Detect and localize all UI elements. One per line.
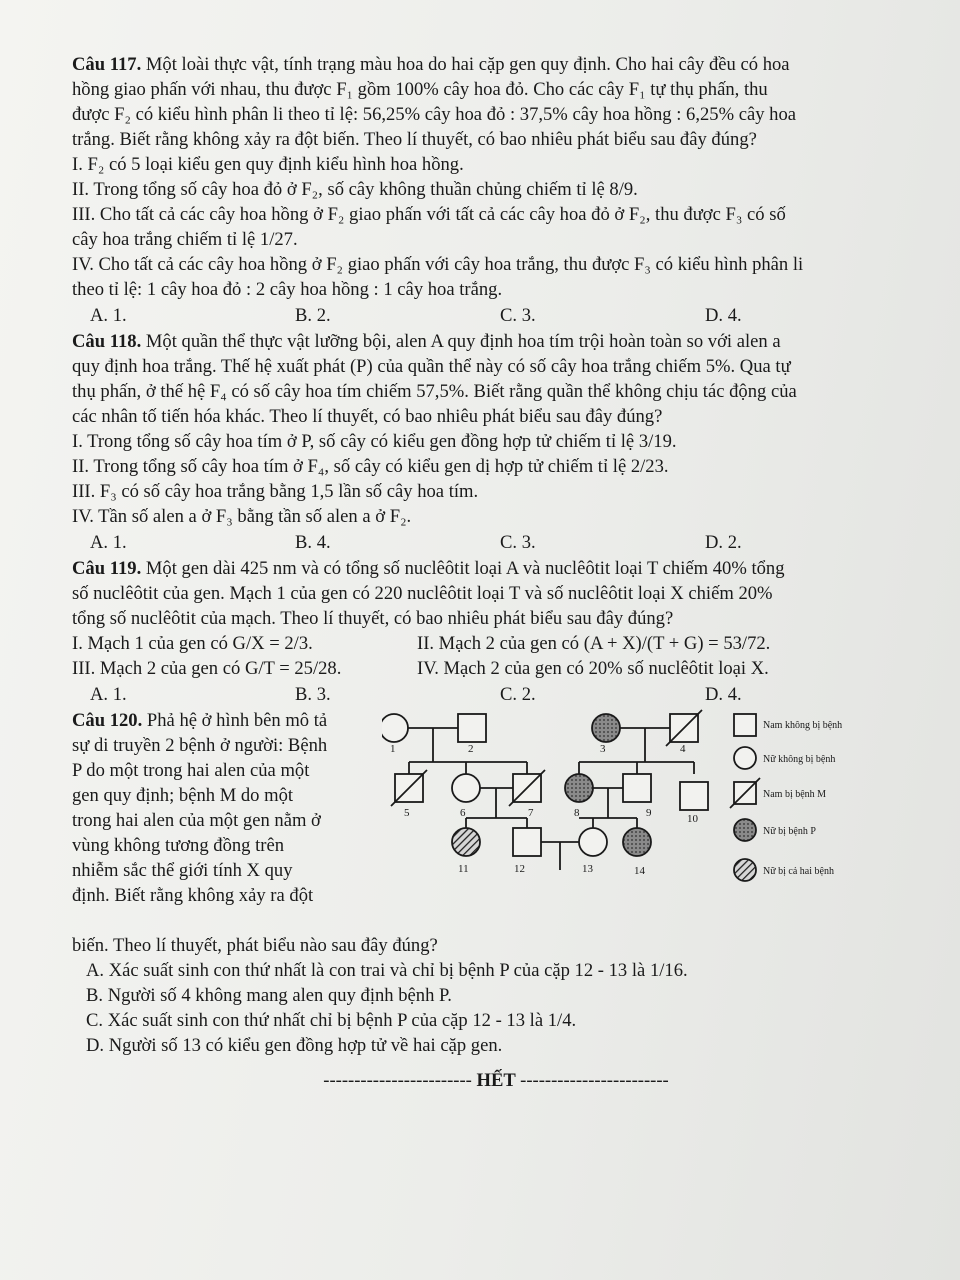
end-dashes-left: ------------------------ <box>323 1070 472 1091</box>
individual-1 <box>382 714 408 742</box>
statement: III. Mạch 2 của gen có G/T = 25/28. <box>72 658 342 679</box>
question-stem-line: P do một trong hai alen của một <box>72 760 310 781</box>
label-12: 12 <box>514 863 525 875</box>
statement: cây hoa trắng chiếm tỉ lệ 1/27. <box>72 229 298 250</box>
question-stem-line: được F₂ có kiểu hình phân li theo tỉ lệ: 56,25% cây hoa đỏ : 37,5% cây hoa hồng : 6,25% cây hoa <box>72 104 797 125</box>
end-dashes-right: ------------------------ <box>520 1070 669 1091</box>
question-stem-line: tổng số nuclêôtit của mạch. Theo lí thuyết, có bao nhiêu phát biểu sau đây đúng? <box>72 608 674 629</box>
individual-8 <box>565 774 593 802</box>
question-stem-line: Một quần thể thực vật lưỡng bội, alen A quy định hoa tím trội hoàn toàn so với alen a <box>145 331 781 352</box>
option-c[interactable]: C. 3. <box>500 305 536 326</box>
option-d[interactable]: D. 2. <box>705 532 742 553</box>
label-5: 5 <box>404 807 410 819</box>
option-d[interactable]: D. 4. <box>705 305 742 326</box>
label-13: 13 <box>582 863 593 875</box>
individual-9 <box>623 774 651 802</box>
answer-options <box>72 530 830 555</box>
individual-10 <box>680 782 708 810</box>
individual-14 <box>623 828 651 856</box>
option-b[interactable]: B. 4. <box>295 532 331 553</box>
question-119 <box>72 556 920 707</box>
question-stem-line: quy định hoa trắng. Thế hệ xuất phát (P) của quần thể này có số cây hoa trắng chiếm 5%. Qua tự <box>72 356 791 377</box>
question-stem-line: thụ phấn, ở thế hệ F₄ có số cây hoa tím chiếm 57,5%. Biết rằng quần thể không chịu tác động của <box>72 381 797 402</box>
option-a[interactable]: A. Xác suất sinh con thứ nhất là con trai và chỉ bị bệnh P của cặp 12 - 13 là 1/16. <box>86 960 688 981</box>
statement: III. Cho tất cả các cây hoa hồng ở F₂ giao phấn với tất cả các cây hoa đỏ ở F₂, thu được F₃ có số <box>72 204 786 225</box>
label-9: 9 <box>646 807 652 819</box>
question-stem-line: định. Biết rằng không xảy ra đột <box>72 885 314 906</box>
individual-12 <box>513 828 541 856</box>
legend-label: Nam bị bệnh M <box>763 789 827 800</box>
question-stem-line: gen quy định; bệnh M do một <box>72 785 294 806</box>
statement: theo tỉ lệ: 1 cây hoa đỏ : 2 cây hoa hồng : 1 cây hoa trắng. <box>72 279 503 300</box>
question-stem-line: Một loài thực vật, tính trạng màu hoa do hai cặp gen quy định. Cho hai cây đều có hoa <box>145 54 790 75</box>
question-stem-line: sự di truyền 2 bệnh ở người: Bệnh <box>72 735 328 756</box>
option-b[interactable]: B. 3. <box>295 684 331 705</box>
legend-normal-female-symbol <box>734 747 756 769</box>
legend-label: Nữ không bị bệnh <box>763 754 836 765</box>
label-10: 10 <box>687 813 698 825</box>
option-a[interactable]: A. 1. <box>90 684 127 705</box>
option-a[interactable]: A. 1. <box>90 305 127 326</box>
question-118 <box>72 329 920 555</box>
question-label: Câu 117. <box>72 54 142 75</box>
label-1: 1 <box>390 743 396 755</box>
statement: II. Trong tổng số cây hoa tím ở F₄, số cây có kiểu gen dị hợp tử chiếm tỉ lệ 2/23. <box>72 456 669 477</box>
statement: III. F₃ có số cây hoa trắng bằng 1,5 lần số cây hoa tím. <box>72 481 479 502</box>
label-7: 7 <box>528 807 534 819</box>
individual-6 <box>452 774 480 802</box>
label-11: 11 <box>458 863 469 875</box>
question-stem-line: vùng không tương đồng trên <box>72 835 285 856</box>
question-stem-line: Phả hệ ở hình bên mô tả <box>146 710 328 731</box>
question-stem-line: trắng. Biết rằng không xảy ra đột biến. Theo lí thuyết, có bao nhiêu phát biểu sau đây đúng? <box>72 129 757 150</box>
statement-pair <box>72 631 920 656</box>
legend-label: Nữ bị bệnh P <box>763 826 816 837</box>
individual-11 <box>452 828 480 856</box>
answer-options <box>72 303 830 328</box>
option-b[interactable]: B. Người số 4 không mang alen quy định bệnh P. <box>86 985 452 1006</box>
statement: II. Mạch 2 của gen có (A + X)/(T + G) = 53/72. <box>417 633 771 654</box>
question-117 <box>72 52 920 328</box>
question-label: Câu 119. <box>72 558 142 579</box>
label-14: 14 <box>634 865 645 877</box>
statement: IV. Mạch 2 của gen có 20% số nuclêôtit loại X. <box>417 658 769 679</box>
statement: I. Mạch 1 của gen có G/X = 2/3. <box>72 633 313 654</box>
legend-female-both-symbol <box>734 859 756 881</box>
question-stem-line: hồng giao phấn với nhau, thu được F₁ gồm 100% cây hoa đỏ. Cho các cây F₁ tự thụ phấn, thu <box>72 79 768 100</box>
option-b[interactable]: B. 2. <box>295 305 331 326</box>
question-label: Câu 118. <box>72 331 142 352</box>
statement: I. Trong tổng số cây hoa tím ở P, số cây có kiểu gen đồng hợp tử chiếm tỉ lệ 3/19. <box>72 431 677 452</box>
legend-label: Nữ bị cả hai bệnh <box>763 866 834 877</box>
label-8: 8 <box>574 807 580 819</box>
question-120 <box>72 708 920 1058</box>
question-label: Câu 120. <box>72 710 143 731</box>
legend-label: Nam không bị bệnh <box>763 720 843 731</box>
option-c[interactable]: C. 3. <box>500 532 536 553</box>
statement: IV. Cho tất cả các cây hoa hồng ở F₂ giao phấn với cây hoa trắng, thu được F₃ có kiểu hình phân li <box>72 254 804 275</box>
end-text: HẾT <box>476 1070 516 1091</box>
statement-pair <box>72 656 920 681</box>
individual-3 <box>592 714 620 742</box>
option-c[interactable]: C. 2. <box>500 684 536 705</box>
statement: I. F₂ có 5 loại kiểu gen quy định kiểu hình hoa hồng. <box>72 154 464 175</box>
individual-2 <box>458 714 486 742</box>
statement: II. Trong tổng số cây hoa đỏ ở F₂, số cây không thuần chủng chiếm tỉ lệ 8/9. <box>72 179 638 200</box>
option-c[interactable]: C. Xác suất sinh con thứ nhất chỉ bị bệnh P của cặp 12 - 13 là 1/4. <box>86 1010 577 1031</box>
label-6: 6 <box>460 807 466 819</box>
statement: IV. Tần số alen a ở F₃ bằng tần số alen a ở F₂. <box>72 506 412 527</box>
question-stem-line: số nuclêôtit của gen. Mạch 1 của gen có 220 nuclêôtit loại T và số nuclêôtit loại X chiếm 20% <box>72 583 773 604</box>
question-stem-line: Một gen dài 425 nm và có tổng số nuclêôtit loại A và nuclêôtit loại T chiếm 40% tổng <box>145 558 785 579</box>
option-a[interactable]: A. 1. <box>90 532 127 553</box>
label-2: 2 <box>468 743 474 755</box>
option-d[interactable]: D. Người số 13 có kiểu gen đồng hợp tử về hai cặp gen. <box>86 1035 503 1056</box>
individual-13 <box>579 828 607 856</box>
question-stem-line: trong hai alen của một gen nằm ở <box>72 810 321 831</box>
end-marker <box>72 1068 920 1093</box>
label-3: 3 <box>600 743 606 755</box>
question-stem-line: biến. Theo lí thuyết, phát biểu nào sau đây đúng? <box>72 935 438 956</box>
option-d[interactable]: D. 4. <box>705 684 742 705</box>
question-stem-line: nhiễm sắc thể giới tính X quy <box>72 860 293 881</box>
question-stem-line: các nhân tố tiến hóa khác. Theo lí thuyết, có bao nhiêu phát biểu sau đây đúng? <box>72 406 663 427</box>
legend-normal-male-symbol <box>734 714 756 736</box>
legend-female-p-symbol <box>734 819 756 841</box>
pedigree-diagram <box>382 702 942 902</box>
label-4: 4 <box>680 743 686 755</box>
